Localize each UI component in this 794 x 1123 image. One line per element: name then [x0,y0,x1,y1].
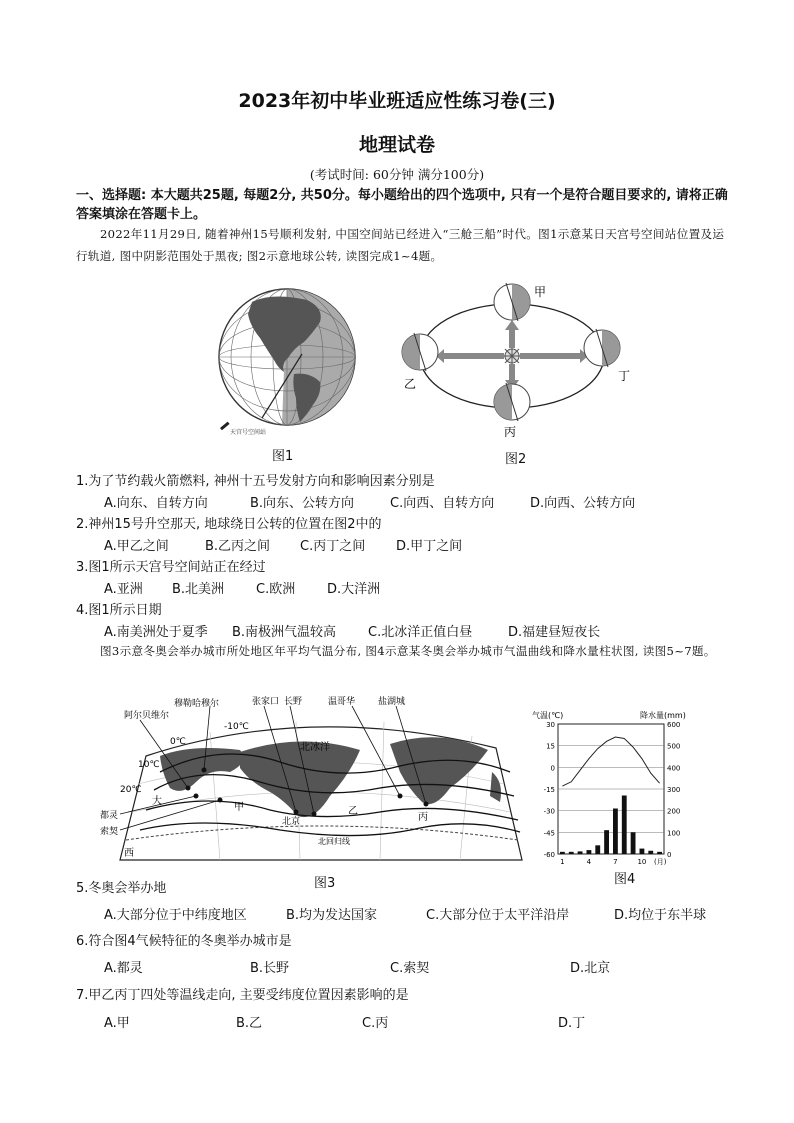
q1-option-c[interactable]: C.向西、自转方向 [390,496,495,511]
exam-info: (考试时间: 60分钟 满分100分) [309,167,485,182]
q6-option-d[interactable]: D.北京 [570,961,611,976]
figure-1-globe [212,282,362,442]
section-heading: 一、选择题: 本大题共25题, 每题2分, 共50分。每小题给出的四个选项中, 只有一个是符合题目要求的, 请将正确答案填涂在答题卡上。 [76,188,728,222]
month-tick-label: 4 [586,858,592,866]
right-tick-label: 400 [667,764,681,773]
axis-ticks [544,721,681,866]
right-tick-label: 600 [667,721,681,729]
label-jia-map: 甲 [234,802,244,813]
question-4: 4.图1所示日期 [76,603,162,618]
q3-option-d[interactable]: D.大洋洲 [327,582,381,597]
city-vancouver: 温哥华 [328,697,356,707]
q2-option-d[interactable]: D.甲丁之间 [396,539,463,554]
paper-title: 2023年初中毕业班适应性练习卷(三) [238,90,556,112]
precip-bar [640,849,645,854]
precip-bar [578,851,583,854]
figure-3-map [100,692,528,867]
earth-position-yi [402,333,438,371]
paper-subject: 地理试卷 [358,134,435,156]
isotherm-minus10: -10℃ [224,722,249,732]
left-tick-label: 15 [546,742,555,751]
question-3: 3.图1所示天宫号空间站正在经过 [76,560,266,575]
q6-option-a[interactable]: A.都灵 [104,961,143,976]
q7-option-c[interactable]: C.丙 [362,1016,389,1031]
question-2: 2.神州15号升空那天, 地球绕日公转的位置在图2中的 [76,517,382,532]
isotherm-20: 20℃ [120,785,142,795]
figure-4-caption: 图4 [614,872,636,887]
q4-option-d[interactable]: D.福建昼短夜长 [508,625,601,640]
question-6: 6.符合图4气候特征的冬奥举办城市是 [76,934,292,949]
q5-option-c[interactable]: C.大部分位于太平洋沿岸 [426,908,570,923]
q7-option-b[interactable]: B.乙 [236,1016,263,1031]
earth-position-ding [584,329,620,367]
precip-bar [595,845,600,854]
q5-option-a[interactable]: A.大部分位于中纬度地区 [104,908,247,923]
month-tick-label: 1 [560,858,565,866]
label-ding: 丁 [618,369,631,383]
right-tick-label: 0 [667,851,672,859]
question-5: 5.冬奥会举办地 [76,881,167,896]
passage-2: 图3示意冬奥会举办城市所处地区年平均气温分布, 图4示意某冬奥会举办城市气温曲线和降水量柱状图, 读图5~7题。 [100,644,716,658]
city-zhangjiakou: 张家口 [252,697,280,707]
precip-bar [613,809,618,855]
label-beijing: 北京 [282,817,301,827]
question-7: 7.甲乙丙丁四处等温线走向, 主要受纬度位置因素影响的是 [76,988,409,1003]
city-albertville: 阿尔贝维尔 [124,711,170,721]
right-tick-label: 300 [667,786,681,794]
question-1: 1.为了节约载火箭燃料, 神州十五号发射方向和影响因素分别是 [76,474,435,489]
month-axis-label: (月) [654,858,667,866]
precip-bar [569,852,574,854]
temperature-curve [562,737,659,786]
figure-2-caption: 图2 [505,452,527,467]
month-tick-label: 7 [613,858,618,866]
precip-bar [657,852,662,854]
left-tick-label: -45 [543,829,555,838]
passage-1: 2022年11月29日, 随着神州15号顺利发射, 中国空间站已经进入“三舱三船”时代。图1示意某日天宫号空间站位置及运行轨道, 图中阴影范围处于黑夜; 图2示意地球公转, 读图完成1~4题。 [76,227,725,263]
q6-option-b[interactable]: B.长野 [250,961,290,976]
precipitation-bars [560,796,662,855]
city-turin: 都灵 [100,811,119,821]
figure-3-caption: 图3 [314,876,336,891]
q5-option-d[interactable]: D.均位于东半球 [614,908,707,923]
q4-option-b[interactable]: B.南极洲气温较高 [232,625,337,640]
right-tick-label: 200 [667,807,681,816]
earth-position-jia [494,283,530,321]
left-tick-label: -60 [543,851,555,859]
q2-option-b[interactable]: B.乙丙之间 [205,539,271,554]
station-icon [220,422,230,431]
q2-option-c[interactable]: C.丙丁之间 [300,539,366,554]
q1-option-a[interactable]: A.向东、自转方向 [104,496,208,511]
city-nagano: 长野 [284,697,303,707]
q1-option-d[interactable]: D.向西、公转方向 [530,496,636,511]
chart-grid [558,724,664,854]
precip-bar [587,850,592,854]
precip-bar [631,832,636,854]
label-arctic-ocean: 北冰洋 [300,742,330,753]
sun-icon [502,346,522,366]
right-tick-label: 100 [667,829,681,838]
label-bing: 丙 [504,425,517,439]
q3-option-c[interactable]: C.欧洲 [256,582,296,597]
figure-1-watermark: 天宫号空间站 [230,429,267,436]
precip-bar [604,830,609,854]
month-tick-label: 10 [637,858,647,866]
q4-option-a[interactable]: A.南美洲处于夏季 [104,625,208,640]
q7-option-d[interactable]: D.丁 [558,1016,586,1031]
q3-option-b[interactable]: B.北美洲 [172,582,225,597]
q3-option-a[interactable]: A.亚洲 [104,582,143,597]
label-jia: 甲 [534,285,547,299]
label-tropic: 北回归线 [318,837,350,846]
isotherm-10: 10℃ [138,760,160,770]
precip-bar [560,852,565,854]
label-bing-map: 丙 [418,812,428,823]
left-tick-label: 0 [550,764,555,773]
q7-option-a[interactable]: A.甲 [104,1016,130,1031]
label-yi: 乙 [404,377,417,391]
label-yi-map: 乙 [348,806,358,817]
label-da: 大 [152,796,162,807]
label-xi: 西 [124,848,134,859]
right-tick-label: 500 [667,742,681,751]
figure-1-caption: 图1 [272,449,294,464]
left-axis-title: 气温(℃) [532,711,564,720]
figure-2-orbit [392,280,632,440]
q1-option-b[interactable]: B.向东、公转方向 [250,496,355,511]
left-tick-label: 30 [546,721,555,729]
q4-option-c[interactable]: C.北冰洋正值白昼 [368,625,473,640]
precip-bar [648,851,653,854]
left-tick-label: -15 [543,786,555,794]
earth-position-bing [494,383,530,421]
isotherm-0: 0℃ [170,737,186,747]
figure-4-climate-chart [532,708,698,870]
left-tick-label: -30 [543,807,555,816]
precip-bar [622,796,627,855]
q2-option-a[interactable]: A.甲乙之间 [104,539,169,554]
right-axis-title: 降水量(mm) [640,711,686,720]
q5-option-b[interactable]: B.均为发达国家 [286,908,378,923]
city-sochi: 索契 [100,827,119,837]
city-mullhammer: 穆勒哈穆尔 [174,699,220,709]
q6-option-c[interactable]: C.索契 [390,961,430,976]
city-salt-lake: 盐湖城 [378,697,406,707]
